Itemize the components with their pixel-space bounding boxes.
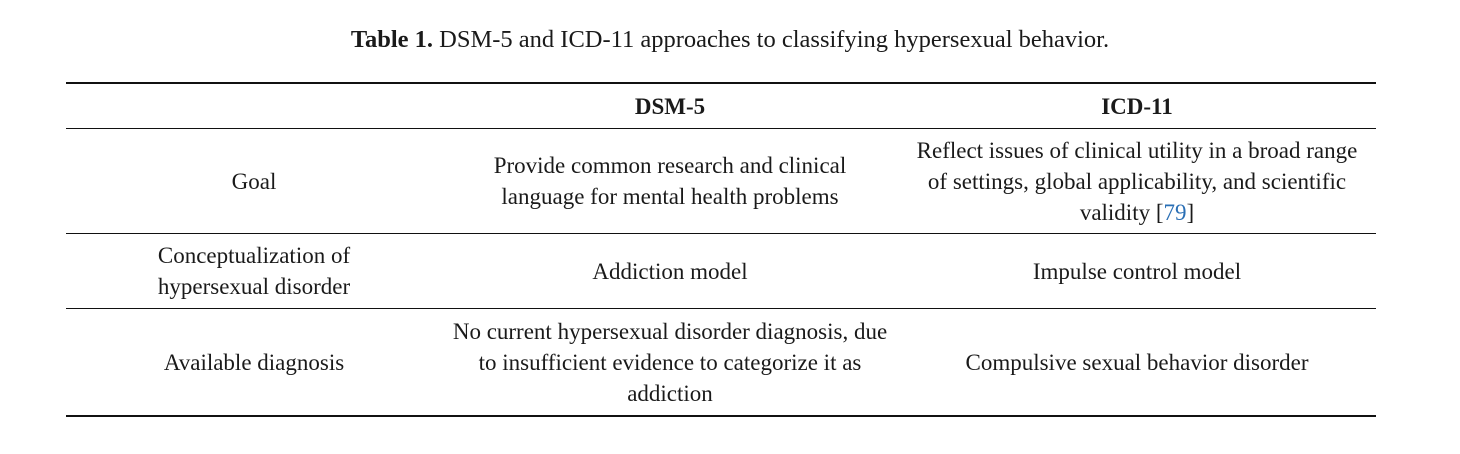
cell-text: Impulse control model xyxy=(1032,258,1242,284)
row-label-conceptualization xyxy=(66,234,442,309)
header-empty xyxy=(66,83,442,129)
cell-text: Reflect issues of clinical utility in a broad range of settings, global applicability, and scientific validity xyxy=(916,137,1358,225)
caption-label: Table 1. xyxy=(350,26,434,53)
table-caption xyxy=(0,26,1460,54)
cell-dsm5-goal xyxy=(442,129,898,234)
table-header-row xyxy=(66,83,1376,129)
table-row xyxy=(66,309,1376,417)
comparison-table xyxy=(66,82,1376,417)
row-label-goal xyxy=(66,129,442,234)
row-label-text: Available diagnosis xyxy=(163,349,345,375)
cell-dsm5-diagnosis xyxy=(442,309,898,417)
row-label-text: Conceptualization of hypersexual disorder xyxy=(157,243,351,299)
row-label-text: Goal xyxy=(231,168,277,194)
citation-link[interactable]: 79 xyxy=(1163,199,1187,225)
cell-icd11-goal xyxy=(898,129,1376,234)
cell-text-wrap: Reflect issues of clinical utility in a broad range of settings, global applicability, and scientific validity [79] xyxy=(916,137,1358,225)
cell-icd11-diagnosis xyxy=(898,309,1376,417)
cell-text: No current hypersexual disorder diagnosis, due to insufficient evidence to categorize it as addiction xyxy=(452,318,888,406)
header-icd11: ICD-11 xyxy=(1101,93,1173,119)
cell-text: Provide common research and clinical language for mental health problems xyxy=(493,153,847,209)
cell-dsm5-conceptualization xyxy=(442,234,898,309)
cell-text: Compulsive sexual behavior disorder xyxy=(965,349,1309,375)
table-row xyxy=(66,129,1376,234)
row-label-diagnosis xyxy=(66,309,442,417)
cell-text: Addiction model xyxy=(592,258,748,284)
cell-icd11-conceptualization xyxy=(898,234,1376,309)
table-row xyxy=(66,234,1376,309)
header-dsm5: DSM-5 xyxy=(634,93,706,119)
caption-text: DSM-5 and ICD-11 approaches to classifying hypersexual behavior. xyxy=(433,26,1110,53)
